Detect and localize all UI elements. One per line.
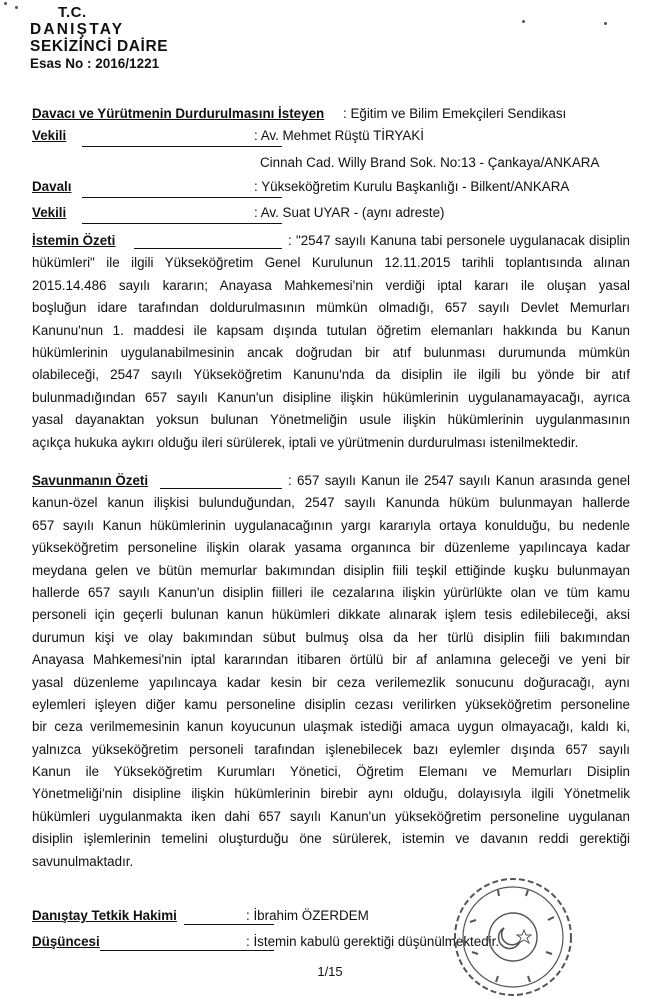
page-number: 1/15 bbox=[317, 964, 343, 979]
paragraph-line: personeli için geçerli bulunan kanun hükümleri dikkate alınarak işlem tesis edilebileceği, aksi bbox=[32, 607, 630, 623]
request-summary-label: İstemin Özeti bbox=[32, 233, 116, 248]
request-summary bbox=[32, 230, 630, 454]
paragraph-line: hükümleri uygulanmakta iken dahi 657 sayılı Kanun'un yükseköğretim personeline uygulanan bbox=[32, 808, 630, 824]
scan-speck bbox=[4, 2, 7, 5]
opinion-value: : İstemin kabulü gerektiği düşünülmektedir. bbox=[246, 934, 500, 949]
case-number: Esas No : 2016/1221 bbox=[30, 56, 160, 71]
paragraph-line: Yönetmeliği'nin disipline ilişkin hükümlerinin birebir aynı olduğu, dolayısıyla ilgili Yönetmelik bbox=[32, 786, 630, 802]
paragraph-line: hükümlerinin uygulanabilmesinin ancak doğrudan bir atıf bulunması durumunda mümkün bbox=[32, 344, 630, 360]
paragraph-line: bulunmadığından 657 sayılı Kanun'un disipline ilişkin hükümlerinin uygulanamayacağı, ayrıca bbox=[32, 389, 630, 405]
paragraph-line: Anayasa Mahkemesi'nin iptal kararından itibaren örtülü bir af anlamına geleceği ve yeni bir bbox=[32, 652, 630, 668]
paragraph-line: Kanunu'nun 1. maddesi ile kapsam dışında tutulan öğretim elemanları hakkında bu Kanun bbox=[32, 322, 630, 338]
paragraph-line: kanun-özel kanun ilişkisi bulunduğundan, 2547 sayılı Kanunda hüküm bulunmayan hallerde bbox=[32, 495, 630, 511]
defense-summary-label: Savunmanın Özeti bbox=[32, 473, 149, 488]
request-summary-first-line bbox=[32, 230, 630, 252]
judge-value: : İbrahim ÖZERDEM bbox=[246, 908, 369, 923]
paragraph-line: hallerde 657 sayılı Kanun'un disiplin fiilleri ile cezalarına ilişkin yürürlükte olan ve tüm kamu bbox=[32, 584, 630, 600]
scan-speck bbox=[604, 22, 607, 25]
chamber-name: SEKİZİNCİ DAİRE bbox=[30, 38, 169, 55]
official-seal-stamp bbox=[448, 872, 578, 1002]
paragraph-line: 2015.14.486 sayılı kararın; Anayasa Mahkemesi'nin verdiği iptal kararı ile oluşan yasal bbox=[32, 277, 630, 293]
paragraph-line: 657 sayılı Kanun hükümlerinin uygulanacağının yargı kararıyla ortaya konulduğu, bu nedenle bbox=[32, 517, 630, 533]
defendant-value: : Yükseköğretim Kurulu Başkanlığı - Bilkent/ANKARA bbox=[254, 179, 570, 194]
paragraph-line: : "2547 sayılı Kanuna tabi personele uygulanacak disiplin bbox=[288, 233, 630, 248]
paragraph-line: yalnızca yükseköğretim personeli tarafından işlenebilecek bazı eylemler dışında 657 sayılı bbox=[32, 741, 630, 757]
document-header bbox=[30, 4, 168, 72]
header-tc: T.C. bbox=[58, 4, 87, 21]
paragraph-line: hükümleri" ile ilgili Yükseköğretim Genel Kurulunun 12.11.2015 tarihli toplantısında alınan bbox=[32, 255, 630, 271]
plaintiff-value: : Eğitim ve Bilim Emekçileri Sendikası bbox=[343, 106, 567, 121]
plaintiff-counsel-label: Vekili bbox=[32, 128, 67, 143]
defendant-label: Davalı bbox=[32, 179, 72, 194]
defendant-counsel-value: : Av. Suat UYAR - (aynı adreste) bbox=[254, 205, 445, 220]
paragraph-line: açıkça hukuka aykırı olduğu ileri sürülerek, iptali ve yürütmenin durdurulması istenilmektedir. bbox=[32, 434, 579, 450]
paragraph-line: yasal düzenleme yapılıncaya kadar kesin bir ceza verilemezlik sonucunu doğuracağı, aynı bbox=[32, 674, 630, 690]
plaintiff-label: Davacı ve Yürütmenin Durdurulmasını İsteyen bbox=[32, 106, 325, 121]
paragraph-line: eylemleri işleyen diğer kamu personeline disiplin cezası verilirken yükseköğretim personeline bbox=[32, 696, 630, 712]
paragraph-line: Kanun ile Yükseköğretim Kurumları Yönetici, Öğretim Elemanı ve Memurları Disiplin bbox=[32, 764, 630, 780]
opinion-label: Düşüncesi bbox=[32, 934, 100, 949]
paragraph-line: boşluğun idare tarafından doldurulmasının mümkün olmadığı, 657 sayılı Devlet Memurları bbox=[32, 300, 630, 316]
plaintiff-counsel-address: Cinnah Cad. Willy Brand Sok. No:13 - Çankaya/ANKARA bbox=[260, 155, 600, 170]
judge-label: Danıştay Tetkik Hakimi bbox=[32, 908, 177, 923]
label-fill-line bbox=[82, 126, 282, 147]
paragraph-line: disiplin işlemlerinin temelini oluşturduğu öne sürülerek, istemin ve davanın reddi gerektiği bbox=[32, 831, 630, 847]
defense-summary bbox=[32, 470, 630, 873]
paragraph-line: durumun kişi ve olay bakımından sübut bulmuş olsa da her türlü disiplin fiili bakımından bbox=[32, 629, 630, 645]
label-fill-line bbox=[82, 177, 282, 198]
paragraph-line: olabileceği, 2547 sayılı Yükseköğretim Kanunu'nda da disiplin ile ilgili bu yönde bir atıf bbox=[32, 367, 630, 383]
paragraph-line: meydana gelen ve bütün memurlar bakımından disiplin fiili teşkil ettiğinde kuşku bulunmayan bbox=[32, 562, 630, 578]
defense-summary-first-line bbox=[32, 470, 630, 492]
scan-speck bbox=[522, 20, 525, 23]
paragraph-line: yükseköğretim personeline ilişkin olarak yasama organınca bir düzenleme yapılıncaya kadar bbox=[32, 540, 630, 556]
label-fill-line bbox=[82, 203, 282, 224]
paragraph-line: savunulmaktadır. bbox=[32, 853, 134, 869]
paragraph-line: : 657 sayılı Kanun ile 2547 sayılı Kanun arasında genel bbox=[288, 473, 630, 488]
court-name: DANIŞTAY bbox=[30, 21, 125, 38]
defendant-counsel-label: Vekili bbox=[32, 205, 67, 220]
paragraph-line: bir ceza verilmemesinin kanun koyucunun ulaşmak istediği amaca uygun olmayacağı, kaldı ki, bbox=[32, 719, 630, 735]
label-fill-line bbox=[134, 230, 282, 249]
scan-speck bbox=[15, 6, 18, 9]
paragraph-line: yasal dayanaktan yoksun bulunan Yönetmeliğin usule ilişkin hükümlerinin uygulanmasının bbox=[32, 412, 630, 428]
plaintiff-counsel-value: : Av. Mehmet Rüştü TİRYAKİ bbox=[254, 128, 424, 143]
label-fill-line bbox=[160, 470, 282, 489]
